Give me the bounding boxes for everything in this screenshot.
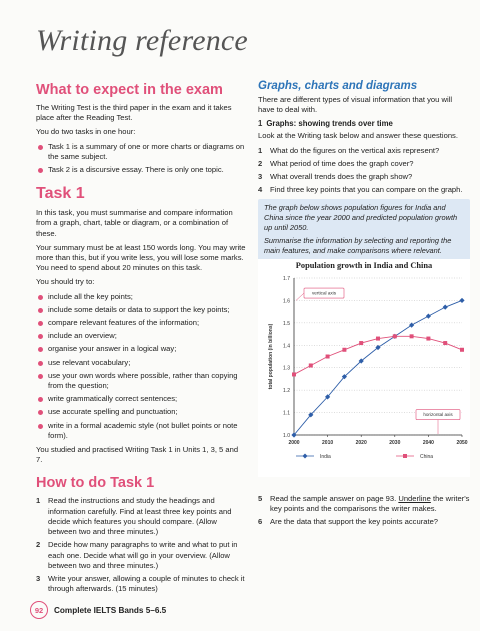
paragraph: You do two tasks in one hour:	[36, 127, 136, 137]
x-tick-label: 2040	[422, 440, 434, 447]
data-point-china	[326, 355, 330, 359]
section-heading-graphs: Graphs, charts and diagrams	[258, 80, 418, 92]
population-line-chart	[258, 270, 470, 468]
paragraph: Look at the Writing task below and answer these questions.	[258, 131, 458, 141]
data-point-china	[292, 373, 296, 377]
question-item	[258, 517, 470, 527]
chart-container	[258, 259, 470, 477]
x-tick-label: 2030	[389, 440, 401, 447]
data-point-india	[409, 323, 414, 328]
bullet-item: include some details or data to support the key points;	[36, 305, 246, 315]
data-point-china	[376, 337, 380, 341]
item-text: Are the data that support the key points accurate?	[270, 517, 439, 527]
paragraph: The Writing Test is the third paper in the exam and it takes place after the Reading Test.	[36, 103, 232, 123]
question-item	[258, 146, 470, 156]
series-line-china	[294, 337, 462, 375]
page-number-badge: 92	[30, 601, 48, 619]
numbered-list-followup	[258, 494, 470, 528]
y-tick-label: 1.7	[283, 276, 290, 283]
chart-title: Population growth in India and China	[295, 261, 433, 271]
paragraph: You studied and practised Writing Task 1 in Units 1, 3, 5 and 7.	[36, 445, 239, 465]
bullet-list-tasks	[36, 142, 246, 176]
question-item	[258, 494, 470, 514]
item-number: 6	[258, 517, 263, 527]
subheading	[258, 119, 470, 128]
callout-pointer	[296, 293, 304, 300]
item-text: What period of time does the graph cover?	[270, 158, 414, 168]
x-tick-label: 2000	[288, 440, 300, 447]
right-column	[258, 80, 470, 477]
bullet-item: organise your answer in a logical way;	[36, 344, 246, 354]
item-number: 1	[258, 145, 263, 155]
numbered-item	[36, 574, 246, 594]
page-title: Writing reference	[36, 24, 248, 57]
item-number: 4	[258, 185, 263, 195]
followup-questions	[258, 494, 470, 532]
x-tick-label: 2020	[355, 440, 367, 447]
item-text: Decide how many paragraphs to write and what to put in each one. Decide what will go in your overview. (Allow between two and three minutes.)	[48, 540, 238, 570]
task-instruction: The graph below shows population figures for India and China since the year 2000 and predicted population growth up until 2050.	[264, 203, 458, 232]
data-point-india	[426, 314, 431, 319]
item-number: 2	[36, 540, 41, 550]
y-tick-label: 1.4	[283, 343, 290, 350]
item-number: 3	[258, 172, 263, 182]
bullet-item: Task 2 is a discursive essay. There is only one topic.	[36, 165, 246, 175]
data-point-china	[426, 337, 430, 341]
numbered-item	[36, 496, 246, 537]
legend-marker	[403, 454, 407, 458]
bullet-item: use relevant vocabulary;	[36, 358, 246, 368]
item-text: What overall trends does the graph show?	[270, 172, 413, 182]
paragraph: In this task, you must summarise and compare information from a graph, chart, table or diagram, or a combination of these.	[36, 208, 233, 238]
legend-label-india: India	[320, 454, 331, 461]
item-number: 1	[36, 496, 41, 506]
y-tick-label: 1.6	[283, 298, 290, 305]
data-point-china	[359, 341, 363, 345]
book-title: Complete IELTS Bands 5–6.5	[54, 605, 167, 615]
x-tick-label: 2050	[456, 440, 468, 447]
data-point-india	[443, 305, 448, 310]
task-box	[258, 199, 470, 477]
subheading-text: Graphs: showing trends over time	[266, 119, 393, 129]
x-tick-label: 2010	[322, 440, 334, 447]
item-number: 2	[258, 158, 263, 168]
legend-marker	[303, 454, 308, 459]
subheading-number: 1	[258, 119, 263, 129]
item-text: Write your answer, allowing a couple of minutes to check it through afterwards. (15 minutes)	[48, 573, 245, 594]
question-item	[258, 185, 470, 195]
item-text: the writer's key points and the comparisons the writer makes.	[270, 494, 470, 514]
question-item	[258, 159, 470, 169]
y-tick-label: 1.2	[283, 388, 290, 395]
vertical-axis-callout-text: vertical axis	[312, 290, 336, 296]
numbered-list-questions	[258, 146, 470, 196]
horizontal-axis-callout-text: horizontal axis	[423, 412, 453, 418]
left-column	[36, 82, 246, 598]
question-item	[258, 172, 470, 182]
item-number: 5	[258, 494, 263, 503]
bullet-item: write in a formal academic style (not bullet points or note form).	[36, 421, 246, 441]
data-point-china	[410, 335, 414, 339]
paragraph: There are different types of visual information that you will have to deal with.	[258, 95, 453, 115]
underlined-word: Underline	[398, 494, 431, 503]
section-heading-how: How to do Task 1	[36, 475, 155, 492]
bullet-item: use your own words where possible, rather than copying from the question;	[36, 371, 246, 391]
numbered-item	[36, 540, 246, 571]
legend-label-china: China	[420, 454, 434, 461]
data-point-china	[443, 341, 447, 345]
bullet-item: compare relevant features of the information;	[36, 318, 246, 328]
item-text: Find three key points that you can compare on the graph.	[270, 185, 463, 195]
bullet-item: include an overview;	[36, 331, 246, 341]
y-axis-label: total population (in billions)	[268, 324, 274, 390]
data-point-china	[342, 348, 346, 352]
item-number: 3	[36, 573, 41, 583]
y-tick-label: 1.3	[283, 366, 290, 373]
page-footer	[30, 601, 166, 619]
data-point-china	[393, 335, 397, 339]
item-text: Read the instructions and study the headings and information carefully. Find at least three key points and decide which features you should compare. (Allow between two and three minutes.)	[48, 496, 232, 537]
item-text: What do the figures on the vertical axis represent?	[270, 145, 440, 155]
y-tick-label: 1.0	[283, 433, 290, 440]
section-heading-task1: Task 1	[36, 185, 85, 203]
data-point-china	[460, 348, 464, 352]
numbered-list-how	[36, 496, 246, 594]
data-point-india	[459, 298, 464, 303]
section-heading-expect: What to expect in the exam	[36, 82, 223, 98]
bullet-item: write grammatically correct sentences;	[36, 394, 246, 404]
bullet-list-try	[36, 292, 246, 441]
task-instruction: Summarise the information by selecting and reporting the main features, and make comparisons where relevant.	[264, 236, 452, 255]
bullet-item: include all the key points;	[36, 292, 246, 302]
y-tick-label: 1.5	[283, 321, 290, 328]
bullet-item: use accurate spelling and punctuation;	[36, 407, 246, 417]
data-point-china	[309, 364, 313, 368]
paragraph: You should try to:	[36, 277, 95, 287]
paragraph: Your summary must be at least 150 words long. You may write more than this, but if you write less, you will lose some marks. You need to spend about 20 minutes on this task.	[36, 242, 246, 273]
y-tick-label: 1.1	[283, 410, 290, 417]
item-text: Read the sample answer on page 93.	[270, 494, 399, 503]
bullet-item: Task 1 is a summary of one or more charts or diagrams on the same subject.	[36, 142, 246, 162]
